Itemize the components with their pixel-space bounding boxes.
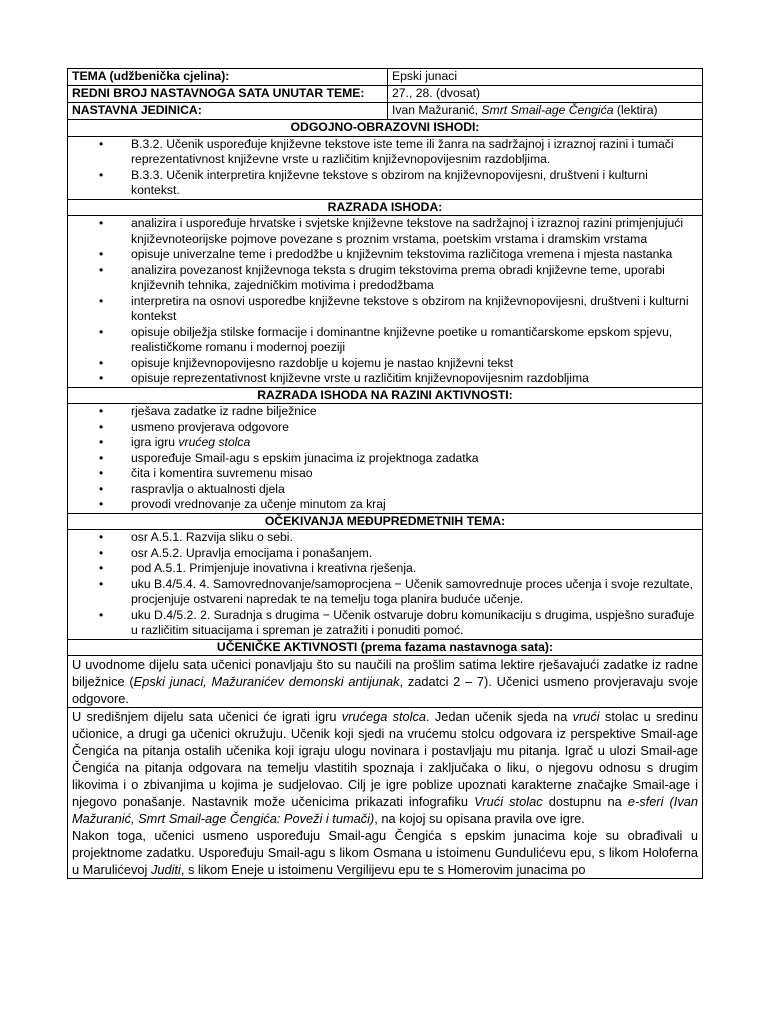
list-item: • raspravlja o aktualnosti djela [131, 482, 698, 498]
text-run: U uvodnome dijelu sata učenici ponavljaju što su naučili na prošlim satima lektire rješavajući zadatke iz radne bilježnice ( [72, 657, 698, 689]
nastavna-jedinica-label: NASTAVNA JEDINICA: [68, 103, 388, 120]
italic-run: Vrući stolac [474, 794, 543, 809]
row-aktivnosti-list [68, 404, 703, 514]
jedinica-suffix: (lektira) [613, 103, 658, 117]
sredisnji-paragraph [72, 708, 698, 827]
aktivnosti-cell [68, 404, 703, 514]
row-ucenicke-sredisnji [68, 708, 703, 879]
ishodi-list [72, 137, 698, 199]
text-run: stolac u sredinu učionice, a drugi ga učenici okružuju. Učenik koji sjedi na vrućemu stolcu odgovara iz perspektive Smail-age Čengića na pitanja ostalih učenika koji igraju ulogu novinara i postavljaju mu pitanja. Igrač u ulozi Smail-age Čengića na pitanja odgovara na temelju vlastitih spoznaja i zaključaka o liku, o njegovu odnosu s drugim likovima i o zbivanjima u kojima je sudjelovao. Cilj je igre poblize upoznati karakterne značajke Smail-age i njegovo ponašanje. Nastavnik može učenicima prikazati infografiku [72, 709, 698, 809]
razrada-list [72, 216, 698, 387]
row-medjupredmetne-heading [68, 513, 703, 530]
list-item: • rješava zadatke iz radne bilježnice [131, 404, 698, 420]
text-run: dostupnu na [542, 794, 628, 809]
list-item: • uku B.4/5.4. 4. Samovrednovanje/samoprocjena − Učenik samovrednuje proces učenja i svoje rezultate, procjenjuje ostvareni napredak te na temelju toga planira buduće učenje. [131, 577, 698, 608]
uvod-paragraph [72, 656, 698, 707]
medjupredmetne-cell [68, 530, 703, 640]
list-item: • analizira povezanost književnoga teksta s drugim tekstovima prema obradi književne teme, uporabi književnih tehnika, zajedničkim motivima i predodžbama [131, 263, 698, 294]
aktivnosti-heading: RAZRADA ISHODA NA RAZINI AKTIVNOSTI: [68, 387, 703, 404]
italic-run: vrućega stolca [341, 709, 427, 724]
medjupredmetne-list [72, 530, 698, 639]
list-item: • osr A.5.1. Razvija sliku o sebi. [131, 530, 698, 546]
list-item: • usmeno provjerava odgovore [131, 420, 698, 436]
ucenicke-uvod-cell [68, 656, 703, 708]
list-item [131, 435, 698, 451]
text-run: U središnjem dijelu sata učenici će igrati igru [72, 709, 342, 724]
ucenicke-heading: UČENIČKE AKTIVNOSTI (prema fazama nastavnoga sata): [68, 639, 703, 656]
italic-run: Juditi [150, 862, 181, 877]
medjupredmetne-heading: OČEKIVANJA MEĐUPREDMETNIH TEMA: [68, 513, 703, 530]
redni-broj-value: 27., 28. (dvosat) [388, 86, 703, 103]
redni-broj-label: REDNI BROJ NASTAVNOGA SATA UNUTAR TEME: [68, 86, 388, 103]
text-run: , na kojoj su opisana pravila ove igre. [374, 811, 585, 826]
list-item: • opisuje univerzalne teme i predodžbe u književnim tekstovima različitoga vremena i mjesta nastanka [131, 247, 698, 263]
usporedba-paragraph [72, 827, 698, 878]
row-razrada-list [68, 216, 703, 388]
list-item: • analizira i uspoređuje hrvatske i svjetske književne tekstove na sadržajnoj i izraznoj razini primjenjujući književnoteorijske pojmove povezane s proznim vrstama, poetskim vrstama i dramskim vrstama [131, 216, 698, 247]
row-ishodi-heading [68, 120, 703, 137]
row-ishodi-list [68, 136, 703, 199]
lesson-plan-table [67, 68, 703, 879]
list-item: • opisuje književnopovijesno razdoblje u kojemu je nastao književni tekst [131, 356, 698, 372]
text-run: , zadatci 2 – 7). Učenici usmeno provjeravaju svoje odgovore. [72, 674, 698, 706]
list-item: • B.3.2. Učenik uspoređuje književne tekstove iste teme ili žanra na sadržajnoj i izraznoj razini i tumači reprezentativnost književne vrste u različitim književnopovijesnim razdobljima. [131, 137, 698, 168]
text-run: , s likom Eneje u istoimenu Vergilijevu epu te s Homerovim junacima po [180, 862, 586, 877]
row-aktivnosti-heading [68, 387, 703, 404]
aktivnosti-list [72, 404, 698, 513]
list-item: • čita i komentira suvremenu misao [131, 466, 698, 482]
italic-run: e-sferi (Ivan Mažuranić, Smrt Smail-age Čengića: Poveži i tumači) [72, 794, 698, 826]
list-item: • osr A.5.2. Upravlja emocijama i ponašanjem. [131, 546, 698, 562]
list-item: • uspoređuje Smail-agu s epskim junacima iz projektnoga zadatka [131, 451, 698, 467]
text-run: Nakon toga, učenici usmeno uspoređuju Smail-agu Čengića s epskim junacima koje su obrađivali u projektnome zadatku. Uspoređuju Smail-agu s likom Osmana u istoimenu Gundulićevu epu, s likom Holoferna u Marulićevoj [72, 828, 698, 877]
italic-run: Epski junaci, Mažuranićev demonski antijunak [133, 674, 400, 689]
razrada-heading: RAZRADA ISHODA: [68, 199, 703, 216]
list-item: • interpretira na osnovi usporedbe književne tekstove s obzirom na književnopovijesni, društveni i kulturni kontekst [131, 294, 698, 325]
row-tema [68, 69, 703, 86]
list-item: • opisuje obilježja stilske formacije i dominantne književne poetike u romantičarskome epskom spjevu, realističkome romanu i modernoj poeziji [131, 325, 698, 356]
row-nastavna-jedinica [68, 103, 703, 120]
list-item: • opisuje reprezentativnost književne vrste u različitim književnopovijesnim razdobljima [131, 371, 698, 387]
list-item: • uku D.4/5.2. 2. Suradnja s drugima − Učenik ostvaruje dobru komunikaciju s drugima, uspješno surađuje u različitim situacijama i spreman je zatražiti i ponuditi pomoć. [131, 608, 698, 639]
ishodi-heading: ODGOJNO-OBRAZOVNI ISHODI: [68, 120, 703, 137]
ishodi-cell [68, 136, 703, 199]
row-ucenicke-uvod [68, 656, 703, 708]
list-item: • B.3.3. Učenik interpretira književne tekstove s obzirom na književnopovijesni, društveni i kulturni kontekst. [131, 168, 698, 199]
item-text: igra igru [131, 435, 179, 449]
ucenicke-sredisnji-cell [68, 708, 703, 879]
italic-run: vrući [572, 709, 600, 724]
nastavna-jedinica-value [388, 103, 703, 120]
tema-label: TEMA (udžbenička cjelina): [68, 69, 388, 86]
list-item: • provodi vrednovanje za učenje minutom za kraj [131, 497, 698, 513]
jedinica-title: Smrt Smail-age Čengića [481, 103, 614, 117]
jedinica-author: Ivan Mažuranić, [392, 103, 482, 117]
row-razrada-heading [68, 199, 703, 216]
text-run: . Jedan učenik sjeda na [426, 709, 573, 724]
lesson-plan-sheet [67, 68, 703, 879]
row-redni-broj [68, 86, 703, 103]
row-medjupredmetne-list [68, 530, 703, 640]
row-ucenicke-heading [68, 639, 703, 656]
tema-value: Epski junaci [388, 69, 703, 86]
list-item: • pod A.5.1. Primjenjuje inovativna i kreativna rješenja. [131, 561, 698, 577]
item-italic-text: vrućeg stolca [178, 435, 251, 449]
razrada-cell [68, 216, 703, 388]
